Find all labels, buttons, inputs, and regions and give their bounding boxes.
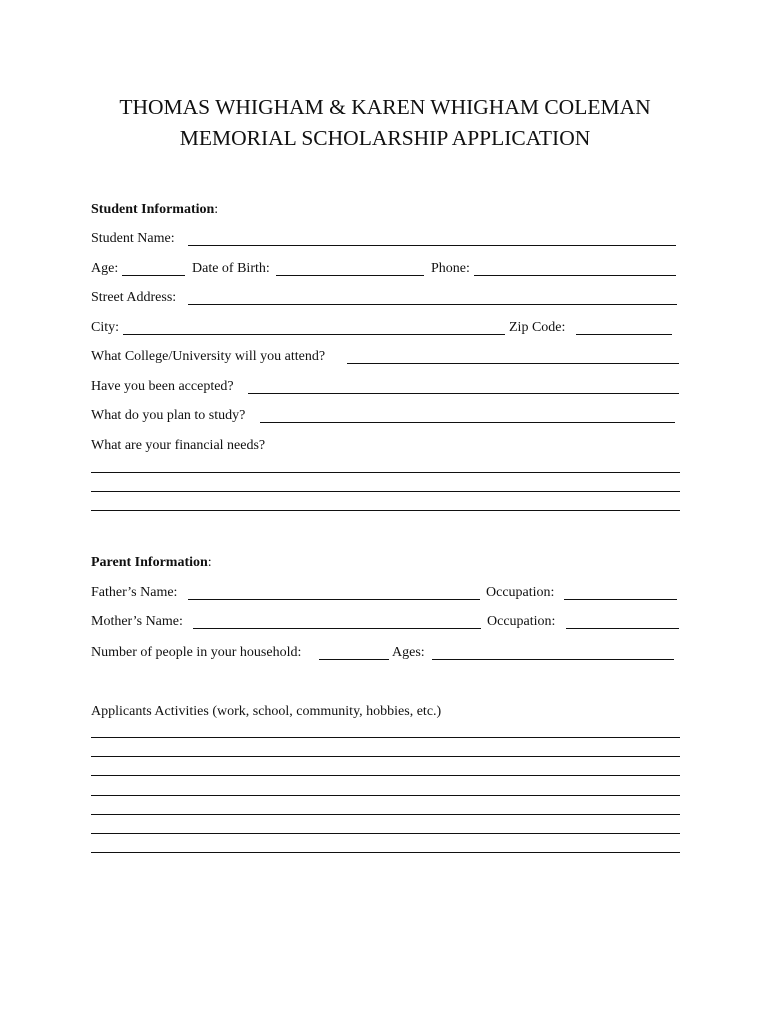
mother-occupation-label: Occupation: [487,614,556,629]
father-occupation-label: Occupation: [486,585,555,600]
activities-answer-line[interactable] [91,756,680,757]
dob-label: Date of Birth: [192,261,270,276]
activities-answer-line[interactable] [91,737,680,738]
financial-row [91,437,681,455]
zip-label: Zip Code: [509,320,566,335]
zip-field[interactable] [576,319,672,335]
phone-label: Phone: [431,261,470,276]
mother-row [91,613,681,631]
college-label: What College/University will you attend? [91,349,326,364]
father-row [91,584,681,602]
city-label: City: [91,320,120,335]
mother-name-label: Mother’s Name: [91,614,183,629]
age-dob-phone-row [91,260,681,278]
accepted-label: Have you been accepted? [91,379,234,394]
father-occupation-field[interactable] [564,584,677,600]
student-name-row [91,230,681,248]
student-name-label: Student Name: [91,231,175,246]
financial-label: What are your financial needs? [91,438,266,453]
ages-field[interactable] [432,644,674,660]
college-field[interactable] [347,348,679,364]
activities-answer-line[interactable] [91,795,680,796]
street-address-row [91,289,681,307]
study-label: What do you plan to study? [91,408,246,423]
financial-answer-line[interactable] [91,472,680,473]
activities-answer-line[interactable] [91,833,680,834]
activities-answer-line[interactable] [91,814,680,815]
student-name-field[interactable] [188,230,676,246]
study-field[interactable] [260,407,675,423]
activities-answer-line[interactable] [91,775,680,776]
study-row [91,407,681,425]
age-label: Age: [91,261,119,276]
activities-row [91,703,681,721]
accepted-row [91,378,681,396]
mother-name-field[interactable] [193,613,481,629]
parent-info-heading: Parent Information: [91,555,212,570]
father-name-field[interactable] [188,584,480,600]
household-field[interactable] [319,644,389,660]
street-address-label: Street Address: [91,290,177,305]
age-field[interactable] [122,260,185,276]
student-info-heading: Student Information: [91,202,219,217]
title-line-1: THOMAS WHIGHAM & KAREN WHIGHAM COLEMAN [119,95,651,119]
household-label: Number of people in your household: [91,645,302,660]
mother-occupation-field[interactable] [566,613,679,629]
street-address-field[interactable] [188,289,677,305]
dob-field[interactable] [276,260,424,276]
ages-label: Ages: [392,645,425,660]
phone-field[interactable] [474,260,676,276]
activities-label: Applicants Activities (work, school, community, hobbies, etc.) [91,704,442,719]
college-row [91,348,681,366]
activities-answer-line[interactable] [91,852,680,853]
title-line-2: MEMORIAL SCHOLARSHIP APPLICATION [179,126,591,150]
accepted-field[interactable] [248,378,679,394]
city-zip-row [91,319,681,337]
father-name-label: Father’s Name: [91,585,178,600]
form-title [0,92,770,154]
city-field[interactable] [123,319,505,335]
financial-answer-line[interactable] [91,491,680,492]
household-row [91,644,681,662]
financial-answer-line[interactable] [91,510,680,511]
